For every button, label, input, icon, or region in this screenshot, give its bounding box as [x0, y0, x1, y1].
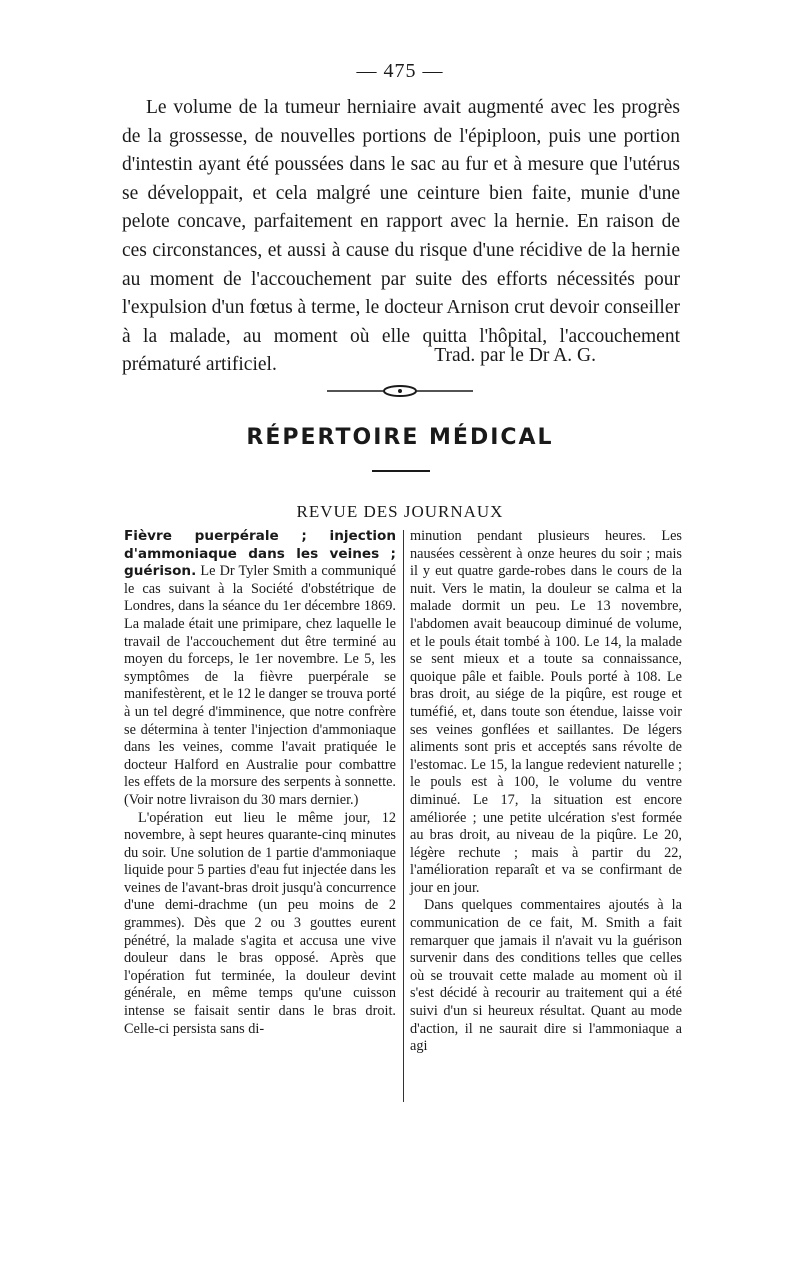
- subsection-title: REVUE DES JOURNAUX: [296, 502, 504, 521]
- left-col-text-1: Le Dr Tyler Smith a communiqué le cas suivant à la Société d'obstétrique de Londres, dans la séance du 1er décembre 1869. La malade était une primipare, chez laquelle le travail de l'accouchement dut être terminé au moyen du forceps, le 1er novembre. Le 5, les symptômes de la fièvre puerpérale se manifestèrent, et le 12 le danger se trouva porté à un tel degré d'imminence, que notre confrère se détermina à tenter l'injection d'ammoniaque dans les veines, comme l'avait pratiquée le docteur Halford en Australie pour combattre les effets de la morsure des serpents à sonnette. (Voir notre livraison du 30 mars dernier.): [124, 563, 396, 808]
- article-lead-title: Fièvre puerpérale ; injection d'ammoniaque dans les veines ; guérison.: [124, 528, 396, 580]
- intro-paragraph: Le volume de la tumeur herniaire avait augmenté avec les progrès de la grossesse, de nouvelles portions de l'épiploon, puis une portion d'intestin ayant été poussées dans le sac au fur et à mesure que l'utérus se développait, et cela malgré une ceinture bien faite, munie d'une pelote concave, parfaitement en rapport avec la hernie. En raison de ces circonstances, et aussi à cause du risque d'une récidive de la hernie au moment de l'accouchement par suite des efforts nécessités pour l'expulsion d'un fœtus à terme, le docteur Arnison crut devoir conseiller à la malade, au moment où elle quitta l'hôpital, l'accouchement prématuré artificiel.: [122, 97, 680, 376]
- section-title: RÉPERTOIRE MÉDICAL: [246, 425, 554, 450]
- right-col-text-2: Dans quelques commentaires ajoutés à la communication de ce fait, M. Smith a fait remarquer que jamais il n'avait vu la guérison survenir dans des conditions telles que celles où se trouvait cette malade au moment où il s'est décidé à recourir au traitement qui a été suivi d'un si heureux résultat. Quant au mode d'action, il ne saurait dire si l'ammoniaque a agi: [410, 897, 682, 1055]
- article-first-paragraph: [124, 528, 396, 810]
- page-number: — 475 —: [356, 60, 444, 82]
- right-col-text-1: minution pendant plusieurs heures. Les nausées cessèrent à onze heures du soir ; mais il y eut quatre garde-robes dans le cours de la nuit. Vers le matin, la douleur se calma et la malade dormit un peu. Le 13 novembre, l'abdomen avait beaucoup diminué de volume, et le pouls était tombé à 100. Le 14, la malade se sent mieux et a toute sa connaissance, quoique pâle et faible. Pouls porté à 108. Le bras droit, au siége de la piqûre, est rouge et tuméfié, et, dans toute son étendue, laisse voir ses veines gonflées et saillantes. De légers aliments sont pris et acceptés sans révolte de l'estomac. Le 15, la langue redevient naturelle ; le pouls est à 100, le volume du ventre diminué. Le 17, la situation est encore améliorée ; une petite ulcération s'est formée au bras droit, au niveau de la piqûre. Le 20, légère rechute ; mais à partir du 22, l'amélioration reparaît et va se confirmant de jour en jour.: [410, 528, 682, 896]
- left-col-text-2: L'opération eut lieu le même jour, 12 novembre, à sept heures quarante-cinq minutes du soir. Une solution de 1 partie d'ammoniaque liquide pour 5 parties d'eau fut injectée dans les veines de l'avant-bras droit jusqu'à concurrence d'une demi-drachme (un peu moins de 2 grammes). Dès que 2 ou 3 gouttes eurent pénétré, la malade s'agita et accusa une vive douleur dans le bras opposé. Après que l'opération fut terminée, la douleur devint générale, en même temps qu'une cuisson intense se faisait sentir dans le bras droit. Celle-ci persista sans di-: [124, 809, 396, 1037]
- intro-paragraph-block: [122, 94, 680, 380]
- column-divider: [403, 530, 404, 1102]
- title-rule: [372, 470, 430, 472]
- ornament-divider: [325, 383, 475, 399]
- right-column: [410, 528, 682, 1056]
- left-column: [124, 528, 396, 1038]
- translator-signature: Trad. par le Dr A. G.: [434, 345, 596, 366]
